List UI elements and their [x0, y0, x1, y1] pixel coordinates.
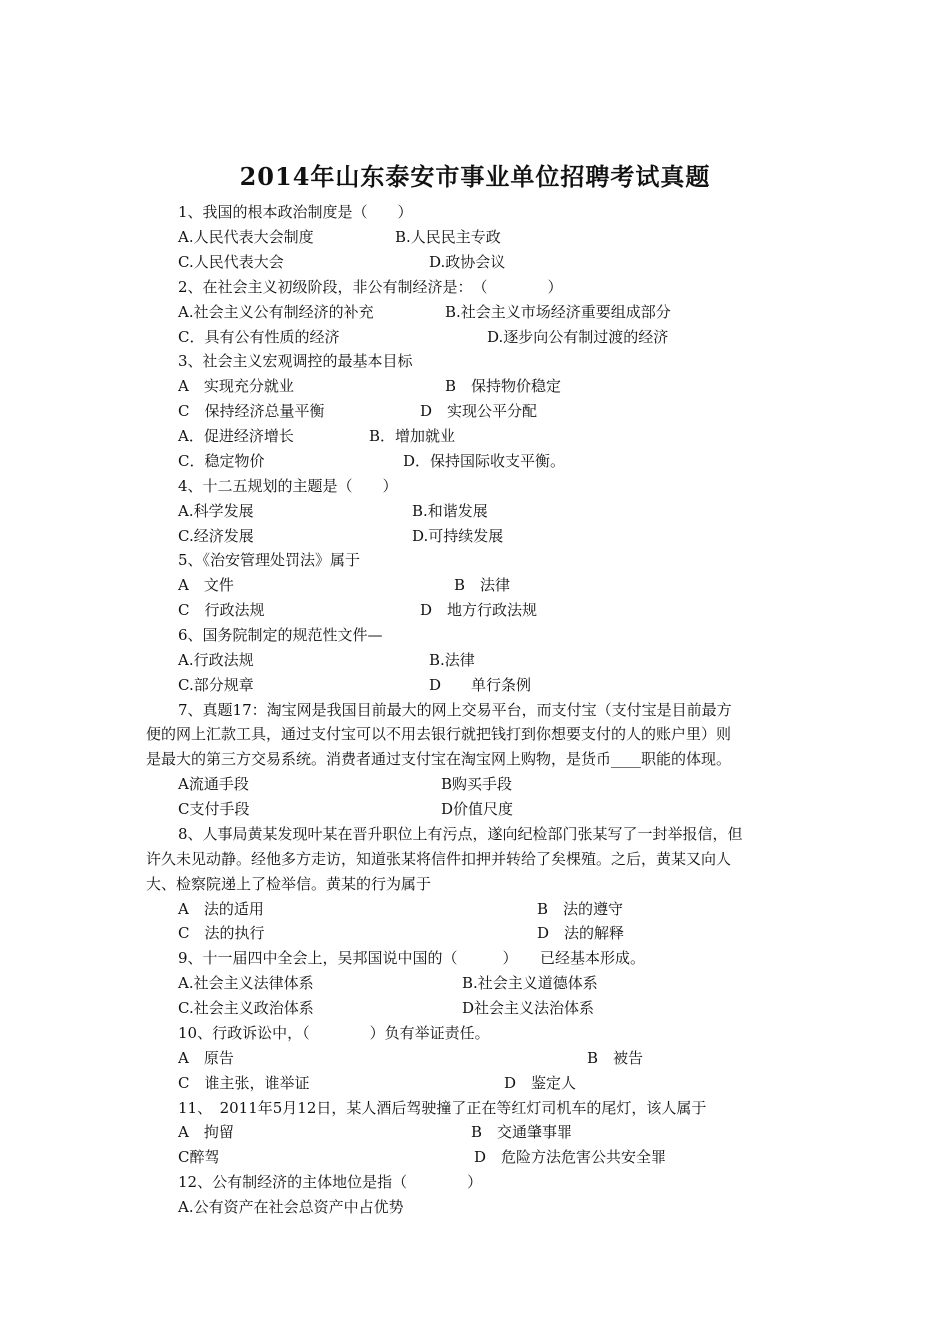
q11-options-row-2 [178, 1147, 778, 1167]
q10-options-row-2 [178, 1073, 778, 1093]
q8-options-row-1 [178, 899, 778, 919]
q9-option-b: B.社会主义道德体系 [462, 974, 598, 992]
q6-options-row-2 [178, 675, 778, 695]
q11-options-row-1 [178, 1122, 778, 1142]
q8-options-row-2 [178, 923, 778, 943]
q8-option-b: B 法的遵守 [537, 900, 624, 918]
q3-options-row-1 [178, 376, 778, 396]
q6-option-b: B.法律 [429, 651, 475, 669]
q7-options-row-1 [178, 774, 778, 794]
question-4: 4、十二五规划的主题是（ ） [178, 477, 398, 495]
q3-alt-option-c: C．稳定物价 [178, 452, 265, 470]
question-6: 6、国务院制定的规范性文件— [178, 626, 383, 644]
q5-options-row-1 [178, 575, 778, 595]
question-2: 2、在社会主义初级阶段，非公有制经济是： （ ） [178, 278, 563, 296]
q3-alt-options-row-1 [178, 426, 778, 446]
question-1: 1、我国的根本政治制度是（ ） [178, 203, 413, 221]
q5-option-c: C 行政法规 [178, 601, 265, 619]
q5-option-d: D 地方行政法规 [420, 601, 538, 619]
question-10: 10、行政诉讼中，（ ）负有举证责任。 [178, 1024, 490, 1042]
question-5: 5、《治安管理处罚法》属于 [178, 551, 361, 569]
q4-option-b: B.和谐发展 [412, 502, 488, 520]
q3-alt-option-d: D．保持国际收支平衡。 [403, 452, 566, 470]
q8-option-a: A 法的适用 [178, 900, 264, 918]
q1-options-row-1 [178, 227, 778, 247]
q9-options-row-2 [178, 998, 778, 1018]
question-12: 12、公有制经济的主体地位是指（ ） [178, 1173, 483, 1191]
q7-option-a: A流通手段 [178, 775, 249, 793]
question-8-line-2: 许久未见动静。经他多方走访，知道张某将信件扣押并转给了矣棵殖。之后，黄某又向人 [146, 850, 732, 868]
page-title: 2014年山东泰安市事业单位招聘考试真题 [239, 162, 711, 191]
q4-option-a: A.科学发展 [178, 502, 254, 520]
q2-options-row-2 [178, 327, 778, 347]
q3-alt-option-a: A．促进经济增长 [178, 427, 294, 445]
q8-option-d: D 法的解释 [537, 924, 625, 942]
q6-option-d: D 单行条例 [429, 676, 532, 694]
q10-options-row-1 [178, 1048, 778, 1068]
q1-option-b: B.人民民主专政 [395, 228, 501, 246]
q1-options-row-2 [178, 252, 778, 272]
q6-options-row-1 [178, 650, 778, 670]
q2-options-row-1 [178, 302, 778, 322]
q12-option-a: A.公有资产在社会总资产中占优势 [178, 1198, 404, 1216]
q11-option-a: A 拘留 [178, 1123, 234, 1141]
question-8-line-1: 8、人事局黄某发现叶某在晋升职位上有污点，遂向纪检部门张某写了一封举报信，但 [178, 825, 743, 843]
q5-option-b: B 法律 [454, 576, 511, 594]
q9-option-a: A.社会主义法律体系 [178, 974, 314, 992]
q3-option-b: B 保持物价稳定 [445, 377, 562, 395]
q3-options-row-2 [178, 401, 778, 421]
q11-option-d: D 危险方法危害公共安全罪 [474, 1148, 667, 1166]
q6-option-c: C.部分规章 [178, 676, 254, 694]
q3-option-d: D 实现公平分配 [420, 402, 538, 420]
q4-options-row-2 [178, 526, 778, 546]
question-11: 11、 2011年5月12日，某人酒后驾驶撞了正在等红灯司机车的尾灯，该人属于 [178, 1099, 707, 1117]
question-8-line-3: 大、检察院递上了检举信。黄某的行为属于 [146, 875, 432, 893]
q3-alt-options-row-2 [178, 451, 778, 471]
q10-option-c: C 谁主张，谁举证 [178, 1074, 310, 1092]
q10-option-a: A 原告 [178, 1049, 234, 1067]
q1-option-c: C.人民代表大会 [178, 253, 284, 271]
q3-option-c: C 保持经济总量平衡 [178, 402, 325, 420]
question-9: 9、十一届四中全会上，吴邦国说中国的（ ） 已经基本形成。 [178, 949, 646, 967]
q3-alt-option-b: B．增加就业 [369, 427, 456, 445]
q8-option-c: C 法的执行 [178, 924, 265, 942]
q7-options-row-2 [178, 799, 778, 819]
q2-option-a: A.社会主义公有制经济的补充 [178, 303, 374, 321]
q1-option-a: A.人民代表大会制度 [178, 228, 314, 246]
q6-option-a: A.行政法规 [178, 651, 254, 669]
q3-option-a: A 实现充分就业 [178, 377, 294, 395]
q2-option-c: C．具有公有性质的经济 [178, 328, 340, 346]
q9-option-d: D社会主义法治体系 [462, 999, 595, 1017]
q10-option-b: B 被告 [587, 1049, 644, 1067]
question-3: 3、社会主义宏观调控的最基本目标 [178, 352, 413, 370]
q5-option-a: A 文件 [178, 576, 234, 594]
question-7-line-3: 是最大的第三方交易系统。消费者通过支付宝在淘宝网上购物，是货币____职能的体现。 [146, 750, 732, 768]
q7-option-b: B购买手段 [441, 775, 513, 793]
q11-option-c: C醉驾 [178, 1148, 220, 1166]
q1-option-d: D.政协会议 [429, 253, 506, 271]
q11-option-b: B 交通肇事罪 [471, 1123, 573, 1141]
question-7-line-1: 7、真题17：淘宝网是我国目前最大的网上交易平台，而支付宝（支付宝是目前最方 [178, 701, 732, 719]
q4-option-d: D.可持续发展 [412, 527, 504, 545]
q7-option-d: D价值尺度 [441, 800, 514, 818]
q9-option-c: C.社会主义政治体系 [178, 999, 314, 1017]
q9-options-row-1 [178, 973, 778, 993]
q4-option-c: C.经济发展 [178, 527, 254, 545]
q4-options-row-1 [178, 501, 778, 521]
question-7-line-2: 便的网上汇款工具，通过支付宝可以不用去银行就把钱打到你想要支付的人的账户里）则 [146, 725, 732, 743]
q5-options-row-2 [178, 600, 778, 620]
q10-option-d: D 鉴定人 [504, 1074, 577, 1092]
q7-option-c: C支付手段 [178, 800, 250, 818]
q2-option-d: D.逐步向公有制过渡的经济 [487, 328, 669, 346]
q2-option-b: B.社会主义市场经济重要组成部分 [445, 303, 671, 321]
